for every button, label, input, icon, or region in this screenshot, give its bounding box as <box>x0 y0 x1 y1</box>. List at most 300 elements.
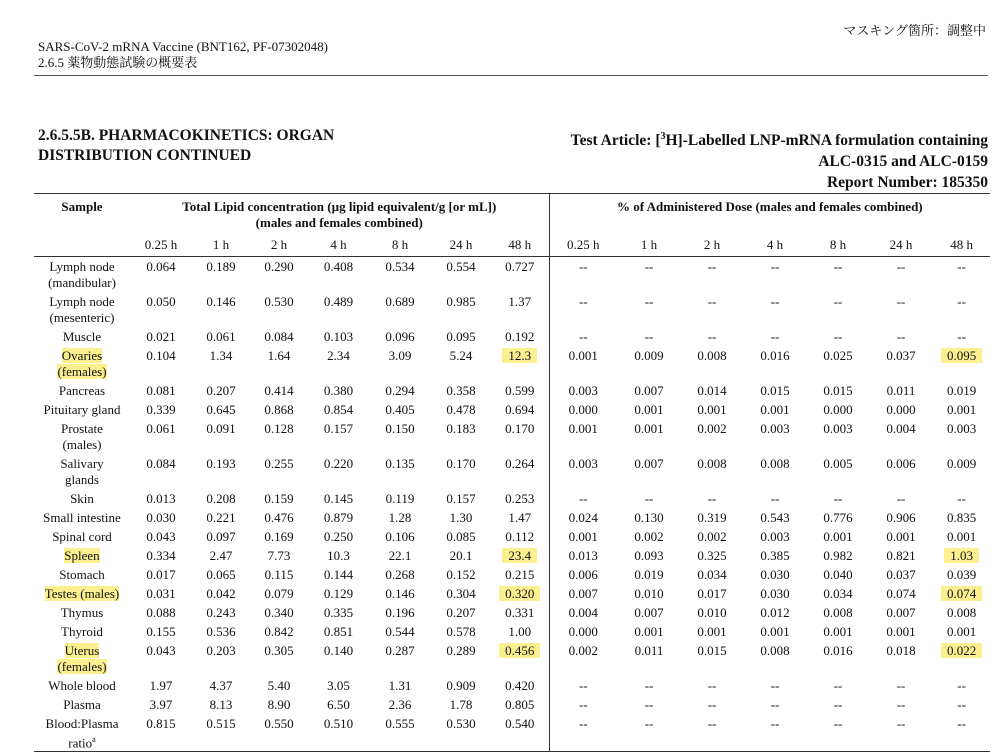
concentration-cell <box>192 257 250 293</box>
section-title-line2: DISTRIBUTION CONTINUED <box>38 147 252 164</box>
dose-cell <box>869 603 933 622</box>
concentration-cell <box>431 292 491 327</box>
cell-value: 7.73 <box>267 548 291 563</box>
dose-cell <box>617 714 681 752</box>
cell-value: 0.008 <box>697 348 727 363</box>
cell-value: 0.358 <box>446 383 476 398</box>
dose-cell <box>743 400 807 419</box>
cell-value: 0.097 <box>206 529 236 544</box>
cell-value: 0.021 <box>146 329 176 344</box>
dose-cell <box>681 327 743 346</box>
sample-name-line: glands <box>65 472 99 487</box>
cell-value: 0.868 <box>264 402 294 417</box>
cell-value: 0.084 <box>146 456 176 471</box>
sample-name-line: Thymus <box>60 605 104 620</box>
cell-value: 0.196 <box>385 605 415 620</box>
concentration-cell <box>308 546 369 565</box>
concentration-cell <box>192 546 250 565</box>
concentration-cell <box>130 584 192 603</box>
cell-value: 3.05 <box>327 678 350 693</box>
concentration-cell <box>369 565 431 584</box>
dose-timepoint-header: 0.25 h <box>549 231 617 257</box>
table-row <box>34 676 990 695</box>
dose-cell <box>681 381 743 400</box>
concentration-cell <box>130 419 192 454</box>
sample-name-line: ratio <box>68 735 93 751</box>
table-row <box>34 546 990 565</box>
cell-value: -- <box>644 329 654 344</box>
dose-cell <box>933 565 990 584</box>
dose-cell <box>807 489 869 508</box>
cell-value: 8.13 <box>209 697 233 712</box>
cell-value: 0.854 <box>323 402 354 417</box>
dose-cell <box>869 695 933 714</box>
cell-value: 0.081 <box>146 383 176 398</box>
section-title <box>38 126 334 166</box>
concentration-cell <box>192 346 250 381</box>
dose-cell <box>933 454 990 489</box>
dose-timepoint-header: 24 h <box>869 231 933 257</box>
dose-cell <box>807 584 869 603</box>
cell-value: -- <box>957 329 966 344</box>
dose-group-header: % of Administered Dose (males and females combined) <box>549 194 990 232</box>
cell-value: -- <box>707 697 717 712</box>
concentration-cell <box>431 584 491 603</box>
cell-value: 0.192 <box>505 329 535 344</box>
concentration-cell <box>308 400 369 419</box>
cell-value: -- <box>707 678 717 693</box>
concentration-cell <box>130 695 192 714</box>
concentration-cell <box>250 527 308 546</box>
cell-value: 0.842 <box>264 624 294 639</box>
cell-value: 0.478 <box>446 402 476 417</box>
sample-name-line: Thyroid <box>61 624 103 639</box>
cell-value: -- <box>833 716 843 731</box>
table-row <box>34 381 990 400</box>
dose-cell <box>617 400 681 419</box>
dose-cell <box>681 508 743 527</box>
cell-value: 0.319 <box>697 510 727 525</box>
cell-value: 0.016 <box>760 348 790 363</box>
dose-cell <box>869 508 933 527</box>
cell-value: 0.155 <box>146 624 176 639</box>
masking-status: マスキング箇所：調整中 <box>843 24 986 39</box>
cell-value: -- <box>578 329 588 344</box>
cell-value: -- <box>644 678 654 693</box>
cell-value: 0.157 <box>323 421 354 436</box>
concentration-cell <box>369 381 431 400</box>
sample-name <box>34 622 130 641</box>
concentration-cell <box>369 603 431 622</box>
cell-value: 1.30 <box>449 510 473 525</box>
sample-name-line: Spleen <box>64 548 100 563</box>
cell-value: 0.331 <box>505 605 535 620</box>
concentration-cell <box>250 419 308 454</box>
cell-value: 0.515 <box>206 716 236 731</box>
concentration-cell <box>308 695 369 714</box>
sample-name <box>34 584 130 603</box>
cell-value: 0.088 <box>146 605 176 620</box>
concentration-cell <box>192 327 250 346</box>
cell-value: 0.599 <box>505 383 535 398</box>
cell-value: -- <box>957 716 966 731</box>
concentration-cell <box>431 603 491 622</box>
dose-cell <box>869 346 933 381</box>
cell-value: 0.694 <box>505 402 535 417</box>
cell-value: 0.215 <box>505 567 535 582</box>
sample-name-line: Skin <box>70 491 94 506</box>
table-row <box>34 622 990 641</box>
dose-cell <box>681 622 743 641</box>
dose-cell <box>681 346 743 381</box>
cell-value: 0.007 <box>634 605 664 620</box>
dose-cell <box>617 565 681 584</box>
cell-value: 0.104 <box>146 348 176 363</box>
sample-name-line: Uterus <box>64 643 100 658</box>
concentration-cell <box>130 489 192 508</box>
sample-name <box>34 527 130 546</box>
cell-value: 0.544 <box>385 624 415 639</box>
cell-value: -- <box>578 678 588 693</box>
dose-cell <box>933 695 990 714</box>
cell-value: 0.011 <box>886 383 916 398</box>
concentration-cell <box>192 292 250 327</box>
dose-cell <box>807 327 869 346</box>
cell-value: -- <box>833 259 843 274</box>
cell-value: 0.010 <box>634 586 664 601</box>
concentration-cell <box>250 454 308 489</box>
cell-value: 0.043 <box>146 529 176 544</box>
concentration-cell <box>369 527 431 546</box>
cell-value: 0.030 <box>760 567 790 582</box>
dose-cell <box>743 346 807 381</box>
cell-value: 4.37 <box>209 678 233 693</box>
concentration-cell <box>250 714 308 752</box>
table-row <box>34 327 990 346</box>
sample-name-line: (males) <box>62 437 102 452</box>
concentration-cell <box>250 641 308 676</box>
concentration-header-line2: (males and females combined) <box>255 215 423 230</box>
concentration-header-line1: Total Lipid concentration (µg lipid equivalent/g [or mL]) <box>182 199 497 214</box>
dose-cell <box>933 584 990 603</box>
dose-cell <box>743 381 807 400</box>
concentration-cell <box>192 622 250 641</box>
cell-value: 0.000 <box>823 402 853 417</box>
concentration-cell <box>130 527 192 546</box>
concentration-cell <box>369 641 431 676</box>
concentration-cell <box>308 419 369 454</box>
dose-cell <box>933 603 990 622</box>
sample-name-line: Lymph node <box>49 294 115 309</box>
dose-cell <box>743 695 807 714</box>
cell-value: 0.220 <box>323 456 354 471</box>
cell-value: 1.47 <box>508 510 532 525</box>
cell-value: 0.002 <box>634 529 664 544</box>
dose-cell <box>549 714 617 752</box>
cell-value: 0.106 <box>385 529 415 544</box>
cell-value: 0.170 <box>505 421 535 436</box>
cell-value: 0.017 <box>697 586 727 601</box>
cell-value: -- <box>896 329 906 344</box>
dose-timepoint-header: 2 h <box>681 231 743 257</box>
cell-value: 2.47 <box>209 548 233 563</box>
concentration-cell <box>250 327 308 346</box>
cell-value: 0.007 <box>886 605 916 620</box>
cell-value: 0.017 <box>146 567 176 582</box>
sample-name <box>34 695 130 714</box>
cell-value: 0.169 <box>264 529 294 544</box>
cell-value: 1.34 <box>209 348 233 363</box>
dose-cell <box>807 565 869 584</box>
cell-value: 0.007 <box>634 383 664 398</box>
cell-value: 5.24 <box>449 348 473 363</box>
dose-cell <box>743 603 807 622</box>
dose-cell <box>549 603 617 622</box>
dose-cell <box>681 641 743 676</box>
cell-value: 0.015 <box>823 383 853 398</box>
cell-value: 0.339 <box>146 402 176 417</box>
cell-value: 0.003 <box>760 529 790 544</box>
concentration-cell <box>308 346 369 381</box>
test-article-sup: 3 <box>660 131 666 142</box>
cell-value: 12.3 <box>502 348 537 363</box>
dose-cell <box>869 400 933 419</box>
concentration-cell <box>130 714 192 752</box>
concentration-cell <box>431 381 491 400</box>
concentration-cell <box>491 584 549 603</box>
concentration-cell <box>130 292 192 327</box>
concentration-cell <box>250 584 308 603</box>
dose-cell <box>549 622 617 641</box>
cell-value: 0.006 <box>886 456 916 471</box>
cell-value: 0.909 <box>446 678 476 693</box>
dose-cell <box>681 257 743 293</box>
sample-name-line: (females) <box>57 659 107 674</box>
cell-value: 0.305 <box>264 643 294 658</box>
cell-value: 1.00 <box>508 624 532 639</box>
sample-name-line: Pancreas <box>58 383 106 398</box>
cell-value: 0.340 <box>264 605 294 620</box>
concentration-cell <box>491 489 549 508</box>
cell-value: -- <box>833 678 843 693</box>
dose-cell <box>807 400 869 419</box>
cell-value: 2.36 <box>388 697 412 712</box>
concentration-cell <box>250 346 308 381</box>
cell-value: 0.061 <box>146 421 176 436</box>
sample-name <box>34 419 130 454</box>
document-title: SARS-CoV-2 mRNA Vaccine (BNT162, PF-07302048) <box>38 39 328 54</box>
cell-value: 0.821 <box>886 548 916 563</box>
dose-cell <box>549 419 617 454</box>
cell-value: -- <box>644 697 654 712</box>
sample-name-line: Plasma <box>63 697 101 712</box>
sample-name <box>34 714 130 752</box>
concentration-cell <box>491 454 549 489</box>
concentration-cell <box>130 641 192 676</box>
cell-value: 0.001 <box>823 529 853 544</box>
cell-value: 0.019 <box>946 383 977 398</box>
dose-cell <box>869 292 933 327</box>
cell-value: -- <box>770 294 780 309</box>
concentration-cell <box>369 257 431 293</box>
cell-value: 0.536 <box>206 624 236 639</box>
dose-cell <box>617 454 681 489</box>
cell-value: -- <box>896 259 906 274</box>
cell-value: 23.4 <box>502 548 537 563</box>
concentration-cell <box>192 695 250 714</box>
concentration-cell <box>308 565 369 584</box>
dose-cell <box>933 714 990 752</box>
cell-value: 0.095 <box>941 348 982 363</box>
cell-value: 0.146 <box>385 586 415 601</box>
dose-cell <box>617 622 681 641</box>
cell-value: -- <box>578 697 588 712</box>
concentration-cell <box>491 381 549 400</box>
cell-value: 0.000 <box>568 624 598 639</box>
dose-timepoint-header: 48 h <box>933 231 990 257</box>
dose-cell <box>807 622 869 641</box>
cell-value: -- <box>707 491 717 506</box>
dose-cell <box>869 419 933 454</box>
sample-name <box>34 676 130 695</box>
table-row <box>34 714 990 752</box>
concentration-cell <box>250 676 308 695</box>
cell-value: 0.025 <box>823 348 853 363</box>
concentration-cell <box>308 714 369 752</box>
cell-value: 0.037 <box>886 567 916 582</box>
cell-value: 0.146 <box>206 294 236 309</box>
cell-value: 22.1 <box>388 548 412 563</box>
dose-cell <box>549 527 617 546</box>
cell-value: 0.003 <box>568 456 598 471</box>
sample-name <box>34 292 130 327</box>
dose-cell <box>743 584 807 603</box>
cell-value: 0.805 <box>505 697 535 712</box>
cell-value: -- <box>578 259 588 274</box>
dose-cell <box>933 508 990 527</box>
cell-value: 0.009 <box>946 456 977 471</box>
concentration-cell <box>192 676 250 695</box>
concentration-cell <box>491 346 549 381</box>
cell-value: 0.119 <box>385 491 415 506</box>
dose-cell <box>869 257 933 293</box>
cell-value: 0.011 <box>634 643 664 658</box>
dose-cell <box>933 257 990 293</box>
cell-value: -- <box>957 294 966 309</box>
dose-cell <box>869 622 933 641</box>
dose-cell <box>807 508 869 527</box>
sample-name-line: Testes (males) <box>44 586 120 601</box>
cell-value: -- <box>770 491 780 506</box>
dose-cell <box>869 565 933 584</box>
table-row <box>34 695 990 714</box>
concentration-cell <box>308 622 369 641</box>
cell-value: 0.079 <box>264 586 294 601</box>
concentration-cell <box>250 565 308 584</box>
table-row <box>34 641 990 676</box>
dose-cell <box>869 489 933 508</box>
dose-cell <box>681 565 743 584</box>
cell-value: 0.380 <box>323 383 354 398</box>
concentration-cell <box>491 292 549 327</box>
concentration-cell <box>192 489 250 508</box>
dose-cell <box>933 419 990 454</box>
table-row <box>34 257 990 293</box>
cell-value: -- <box>896 678 906 693</box>
dose-cell <box>807 641 869 676</box>
cell-value: 0.001 <box>886 529 916 544</box>
cell-value: 0.065 <box>206 567 236 582</box>
concentration-cell <box>250 603 308 622</box>
cell-value: 0.001 <box>760 402 790 417</box>
dose-cell <box>681 603 743 622</box>
cell-value: -- <box>770 259 780 274</box>
cell-value: 0.140 <box>323 643 354 658</box>
cell-value: 0.115 <box>264 567 294 582</box>
cell-value: 0.578 <box>446 624 476 639</box>
sample-name <box>34 546 130 565</box>
dose-cell <box>549 400 617 419</box>
dose-cell <box>549 695 617 714</box>
sample-name-line: Spinal cord <box>52 529 112 544</box>
cell-value: -- <box>833 294 843 309</box>
concentration-cell <box>369 584 431 603</box>
footnote-marker: a <box>92 735 96 744</box>
dose-cell <box>617 327 681 346</box>
cell-value: 0.084 <box>264 329 294 344</box>
dose-cell <box>807 695 869 714</box>
concentration-cell <box>192 400 250 419</box>
concentration-cell <box>369 508 431 527</box>
cell-value: 0.129 <box>323 586 354 601</box>
cell-value: 0.003 <box>568 383 598 398</box>
dose-cell <box>549 546 617 565</box>
cell-value: 0.550 <box>264 716 294 731</box>
concentration-cell <box>491 641 549 676</box>
cell-value: 0.150 <box>385 421 415 436</box>
concentration-cell <box>369 327 431 346</box>
concentration-cell <box>308 527 369 546</box>
cell-value: 0.001 <box>568 421 598 436</box>
cell-value: 0.030 <box>146 510 176 525</box>
cell-value: 0.003 <box>760 421 790 436</box>
dose-cell <box>933 489 990 508</box>
concentration-cell <box>308 676 369 695</box>
cell-value: 0.645 <box>206 402 236 417</box>
concentration-cell <box>130 257 192 293</box>
cell-value: 0.287 <box>385 643 415 658</box>
table-row <box>34 603 990 622</box>
concentration-cell <box>250 546 308 565</box>
cell-value: -- <box>833 491 843 506</box>
concentration-cell <box>369 714 431 752</box>
sample-name <box>34 257 130 293</box>
concentration-cell <box>369 546 431 565</box>
table-row <box>34 508 990 527</box>
concentration-cell <box>491 527 549 546</box>
organ-distribution-table <box>34 193 990 752</box>
dose-cell <box>617 603 681 622</box>
concentration-cell <box>431 676 491 695</box>
cell-value: 1.31 <box>388 678 412 693</box>
dose-cell <box>933 346 990 381</box>
cell-value: 0.253 <box>505 491 535 506</box>
concentration-cell <box>308 603 369 622</box>
cell-value: -- <box>707 329 717 344</box>
table-row <box>34 584 990 603</box>
cell-value: 0.157 <box>446 491 476 506</box>
conc-timepoint-header: 8 h <box>369 231 431 257</box>
